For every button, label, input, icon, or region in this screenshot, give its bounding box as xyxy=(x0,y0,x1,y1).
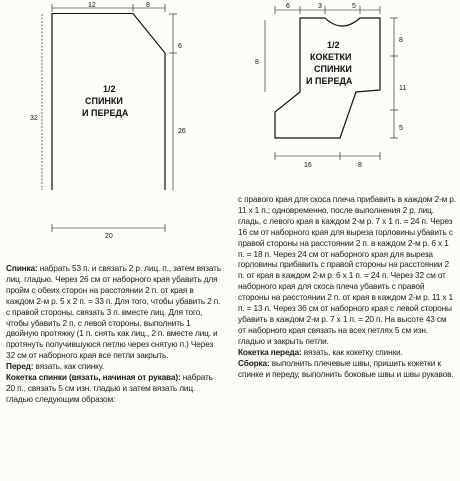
dim-bottom: 20 xyxy=(105,233,113,240)
diagram-back-front xyxy=(30,2,186,190)
right-label-4: И ПЕРЕДА xyxy=(306,76,353,86)
dim-top-2: 3 xyxy=(318,3,322,10)
paragraph xyxy=(6,263,222,361)
dim-left: 32 xyxy=(30,115,38,122)
right-label-1: 1/2 xyxy=(327,40,340,50)
dim-top-right: 8 xyxy=(146,2,150,9)
left-label-1: 1/2 xyxy=(103,84,116,94)
paragraph-heading: Кокетка переда: xyxy=(238,346,302,357)
diagram-yoke xyxy=(255,3,406,169)
paragraph-body: набрать 20 п., связать 5 см изн. гладью и затем вязать лиц. гладью следующим образом: xyxy=(6,372,213,404)
right-label-3: СПИНКИ xyxy=(314,64,352,74)
paragraph-body: вязать, как кокетку спинки. xyxy=(301,346,403,357)
dim-bottom-2: 8 xyxy=(358,162,362,169)
paragraph-body: выполнить плечевые швы, пришить кокетки к спинке и переду, выполнить боковые швы и швы рукавов. xyxy=(238,357,454,379)
left-label-3: И ПЕРЕДА xyxy=(82,108,129,118)
paragraph xyxy=(238,347,456,358)
pattern-diagrams xyxy=(0,0,460,190)
dim-right-3: 5 xyxy=(399,125,403,132)
dim-bottom-1: 16 xyxy=(304,162,312,169)
paragraph-heading: Спинка: xyxy=(6,263,38,273)
dim-top-1: 6 xyxy=(286,3,290,10)
paragraph-heading: Кокетка спинки (вязать, начиная от рукава): xyxy=(6,372,181,383)
paragraph xyxy=(6,361,222,372)
left-label-2: СПИНКИ xyxy=(85,96,123,106)
dim-right-2: 11 xyxy=(399,85,407,92)
dim-top-left: 12 xyxy=(88,2,96,9)
paragraph xyxy=(238,358,456,380)
right-label-2: КОКЕТКИ xyxy=(310,52,352,62)
paragraph-heading: Сборка: xyxy=(238,357,270,368)
dim-top-3: 5 xyxy=(352,3,356,10)
paragraph-body: набрать 53 п. и связать 2 р. лиц. п., затем вязать лиц. гладью. Через 26 см от наборного края убавить для пройм с обеих сторон на расстоянии 2 п. от края в каждом 2-м р. 5 х 2 п. = 33 п. Для того, чтобы убавить 2 п. с правой стороны, связать 3 п. вместе лиц. Для того, чтобы убавить 2 п. с левой стороны, выполнить 1 двойную протяжку (1 п. снять как лиц., 2 п. вместе лиц. и протянуть получившуюся петлю через снятую п.) Через 32 см от наборного края все петли закрыть. xyxy=(6,263,222,361)
instructions-right xyxy=(238,194,456,379)
dim-left-1: 8 xyxy=(255,59,259,66)
paragraph-heading: Перед: xyxy=(6,361,34,372)
dim-right-main: 26 xyxy=(178,128,186,135)
dim-right-top: 6 xyxy=(178,43,182,50)
paragraph-body: с правого края для скоса плеча прибавить в каждом 2-м р. 11 х 1 п.; одновременно, после выполнения 2 р. лиц. гладь, с левого края в каждом 2-м р. 7 х 1 п. = 24 п. Через 16 см от наборного края для выреза горловины убавить с правой стороны на расстоянии 2 п. в каждом 2-м р. 6 х 1 п. = 18 п. Через 24 см от наборного края для выреза горловины прибавить с правой стороны на расстоянии 2 п. от края в каждом 2-м р. 6 х 1 п. = 24 п. Через 32 см от наборного края для скоса плеча убавить с правой стороны на расстоянии 2 п. от края в каждом 2-м р. 11 х 1 п. = 13 п. Через 36 см от наборного края с левой стороны убавить в каждом 2-м р. 7 х 1 п. = 20 п. На высоте 43 см от наборного края связать на всех петлях 5 см изн. гладью и закрыть петли. xyxy=(238,194,456,346)
dim-right-1: 8 xyxy=(399,37,403,44)
paragraph-body: вязать, как спинку. xyxy=(33,361,105,372)
instructions-left xyxy=(6,263,222,405)
paragraph xyxy=(238,194,456,347)
paragraph xyxy=(6,372,222,405)
